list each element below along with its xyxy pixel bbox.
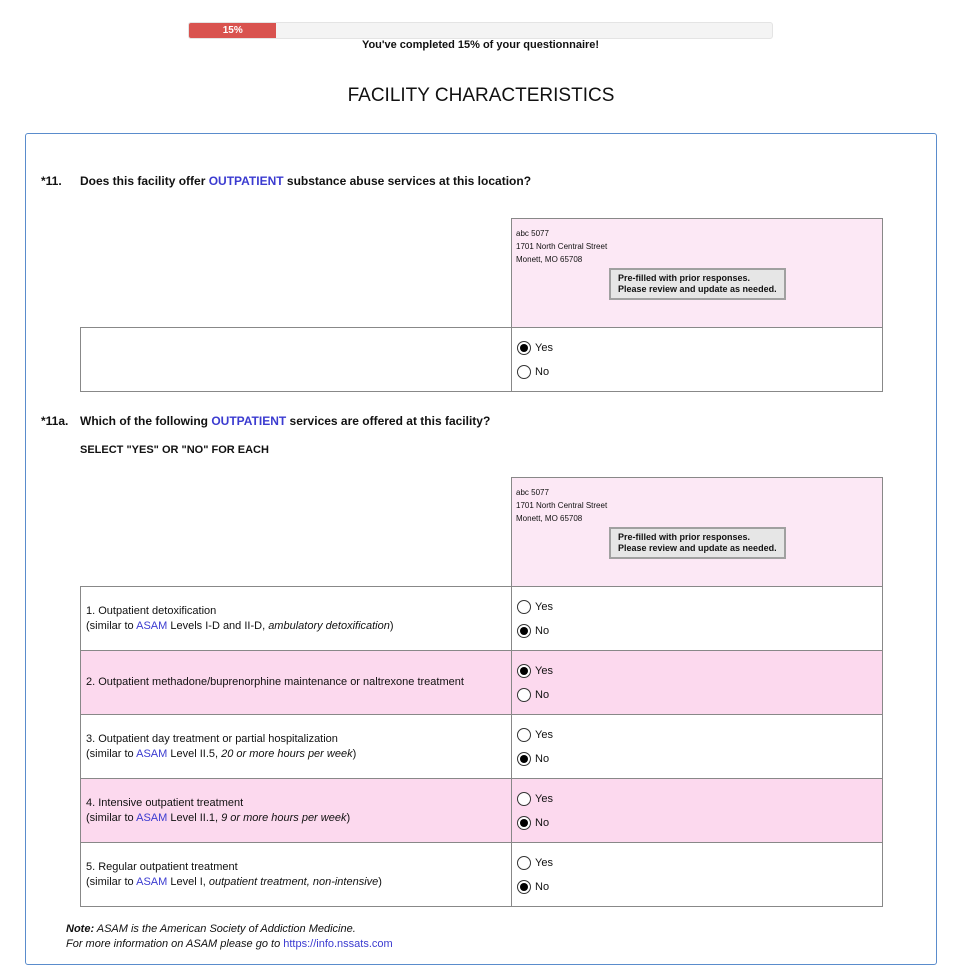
instruction: SELECT "YES" OR "NO" FOR EACH [80,444,269,456]
notice-line: Please review and update as needed. [618,543,777,553]
service-label: 1. Outpatient detoxification [86,604,217,617]
radio-row2-no[interactable] [517,688,531,702]
sim-text: ) [352,747,357,760]
progress-fill: 15% [189,23,276,38]
sim-text: Level II.5, [167,747,222,760]
q11-table [80,218,883,392]
asam-link[interactable]: https://info.nssats.com [283,938,393,950]
radio-row1-no[interactable] [517,624,531,638]
progress-bar [188,22,773,39]
option-label: Yes [535,600,553,613]
asam-term: ASAM [136,619,168,632]
option-label: No [535,624,550,637]
prefill-notice [609,527,786,559]
sim-italic: outpatient treatment, non-intensive [208,875,379,888]
question-text: substance abuse services at this location? [283,174,532,188]
sim-text: ) [389,619,394,632]
question-11 [41,174,531,188]
question-accent: OUTPATIENT [211,414,287,428]
option-label: Yes [535,341,553,354]
address-line: abc 5077 [516,488,549,497]
asam-term: ASAM [136,875,168,888]
option-label: No [535,816,550,829]
radio-option-yes[interactable] [517,787,877,811]
service-row [81,715,883,779]
option-label: No [535,752,550,765]
address-line: abc 5077 [516,229,549,238]
radio-row5-yes[interactable] [517,856,531,870]
question-text: Which of the following [80,414,212,428]
radio-option-yes[interactable] [517,851,877,875]
sim-text: (similar to [86,875,137,888]
question-number: *11. [41,174,62,188]
sim-text: Level II.1, [167,811,222,824]
service-label: 3. Outpatient day treatment or partial hospitalization [86,732,338,745]
option-label: Yes [535,792,553,805]
radio-option-yes[interactable] [517,723,877,747]
radio-q11-no[interactable] [517,365,531,379]
option-label: Yes [535,664,553,677]
option-label: No [535,880,550,893]
radio-option-no[interactable] [517,360,877,384]
sim-text: (similar to [86,811,137,824]
option-label: No [535,365,550,378]
sim-text: ) [346,811,351,824]
address-line: 1701 North Central Street [516,501,608,510]
radio-option-no[interactable] [517,683,877,707]
service-label: 5. Regular outpatient treatment [86,860,238,873]
question-text: services are offered at this facility? [286,414,491,428]
sim-text: ) [378,875,382,888]
service-row [81,843,883,907]
sim-text: (similar to [86,747,137,760]
sim-text: Level I, [167,875,209,888]
address-line: Monett, MO 65708 [516,255,583,264]
radio-row3-no[interactable] [517,752,531,766]
notice-line: Pre-filled with prior responses. [618,273,751,283]
notice-line: Please review and update as needed. [618,284,777,294]
note-text: ASAM is the American Society of Addiction Medicine. [94,923,356,935]
radio-option-no[interactable] [517,747,877,771]
service-row [81,651,883,715]
sim-italic: ambulatory detoxification [268,619,390,632]
prefill-notice [609,268,786,300]
sim-italic: 20 or more hours per week [221,747,353,760]
prefill-info [512,219,883,328]
option-label: Yes [535,856,553,869]
radio-option-no[interactable] [517,811,877,835]
radio-row2-yes[interactable] [517,664,531,678]
prefill-info [512,478,883,587]
radio-row3-yes[interactable] [517,728,531,742]
sim-text: (similar to [86,619,137,632]
sim-text: Levels I-D and II-D, [167,619,269,632]
address-line: Monett, MO 65708 [516,514,583,523]
radio-option-yes[interactable] [517,659,877,683]
question-accent: OUTPATIENT [208,174,284,188]
notice-line: Pre-filled with prior responses. [618,532,751,542]
service-label: 2. Outpatient methadone/buprenorphine maintenance or naltrexone treatment [86,676,464,688]
option-label: Yes [535,728,553,741]
note-label: Note: [66,923,95,935]
option-label: No [535,688,550,701]
radio-row5-no[interactable] [517,880,531,894]
note-more: For more information on ASAM please go to [66,938,284,950]
service-row [81,587,883,651]
question-11a [41,414,490,428]
radio-row1-yes[interactable] [517,600,531,614]
radio-option-no[interactable] [517,875,877,899]
address-line: 1701 North Central Street [516,242,608,251]
radio-option-yes[interactable] [517,336,877,360]
q11a-table [80,477,883,907]
service-label: 4. Intensive outpatient treatment [86,796,244,809]
question-text: Does this facility offer [80,174,209,188]
progress-message: You've completed 15% of your questionnaire! [361,39,600,51]
radio-q11-yes[interactable] [517,341,531,355]
asam-term: ASAM [136,747,168,760]
radio-row4-yes[interactable] [517,792,531,806]
sim-italic: 9 or more hours per week [221,811,347,824]
radio-option-yes[interactable] [517,595,877,619]
page-title: FACILITY CHARACTERISTICS [347,85,615,106]
service-row [81,779,883,843]
radio-row4-no[interactable] [517,816,531,830]
question-number: *11a. [41,414,69,428]
asam-term: ASAM [136,811,168,824]
radio-option-no[interactable] [517,619,877,643]
